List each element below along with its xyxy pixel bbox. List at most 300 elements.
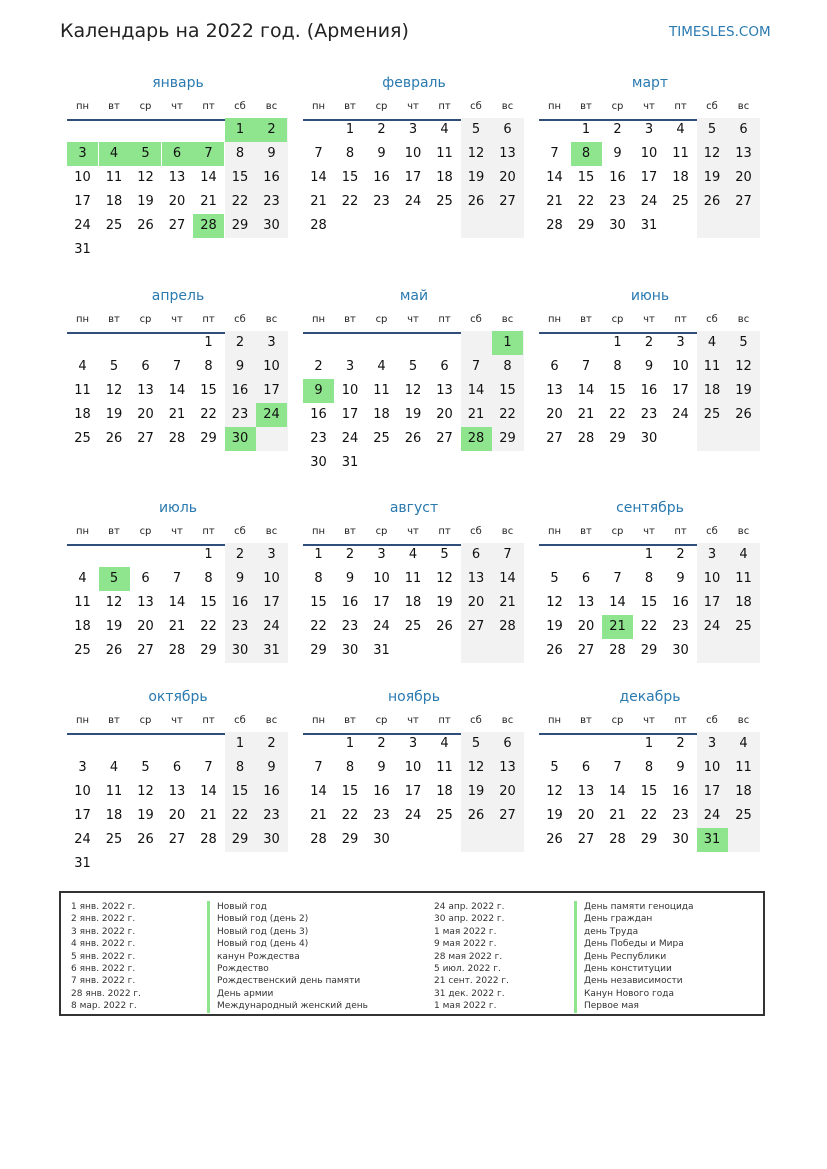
day-cell: 19 [546, 808, 563, 823]
day-cell: 7 [613, 571, 622, 586]
day-cell: 11 [74, 595, 91, 610]
day-cell: 22 [640, 808, 658, 823]
weekday-header [67, 314, 289, 328]
weekday-label: пт [202, 101, 215, 112]
day-cell: 26 [467, 194, 485, 209]
day-cell: 8 [613, 359, 622, 374]
weekday-label: пн [547, 715, 562, 726]
weekday-label: чт [643, 715, 655, 726]
day-cell: 20 [577, 808, 595, 823]
day-cell: 3 [267, 547, 276, 562]
day-cell: 10 [263, 359, 280, 374]
holiday-day-cell: 24 [256, 403, 287, 427]
day-cell: 23 [341, 619, 359, 634]
day-cell: 28 [310, 832, 327, 847]
day-cell: 24 [74, 218, 91, 233]
day-cell: 31 [74, 856, 91, 871]
weekday-label: ср [375, 526, 388, 537]
day-cell: 20 [168, 194, 186, 209]
day-cell: 15 [231, 170, 249, 185]
weekday-label: пн [547, 101, 562, 112]
day-cell: 18 [74, 619, 91, 634]
day-cell: 28 [609, 643, 626, 658]
legend-date: 28 мая 2022 г. [434, 951, 503, 962]
weekday-label: пн [547, 526, 562, 537]
day-cell: 18 [105, 808, 123, 823]
month-name: ноябрь [388, 689, 440, 705]
day-cell: 26 [546, 643, 563, 658]
day-cell: 27 [499, 808, 516, 823]
day-cell: 24 [404, 808, 422, 823]
day-cell: 19 [137, 808, 154, 823]
weekday-header [303, 526, 525, 540]
weekday-label: сб [234, 314, 246, 325]
weekday-label: пн [311, 715, 326, 726]
day-cell: 1 [345, 736, 355, 751]
day-cell: 16 [672, 595, 689, 610]
day-cell: 26 [105, 643, 123, 658]
day-cell: 18 [436, 170, 453, 185]
day-cell: 15 [200, 383, 217, 398]
weekday-header [539, 101, 761, 115]
day-cell: 18 [373, 407, 390, 422]
day-cell: 15 [341, 170, 359, 185]
day-cell: 12 [404, 383, 422, 398]
day-cell: 25 [404, 619, 422, 634]
day-cell: 7 [314, 146, 323, 161]
day-cell: 12 [467, 760, 485, 775]
weekday-label: сб [234, 715, 246, 726]
day-cell: 23 [263, 808, 280, 823]
weekday-label: ср [611, 101, 624, 112]
day-cell: 14 [310, 784, 327, 799]
day-cell: 10 [672, 359, 689, 374]
day-cell: 29 [200, 643, 217, 658]
holiday-day-cell: 4 [99, 142, 130, 166]
day-cell: 23 [373, 194, 390, 209]
weekday-label: ср [375, 715, 388, 726]
day-cell: 23 [609, 194, 626, 209]
day-cell: 8 [503, 359, 512, 374]
day-cell: 6 [739, 122, 748, 137]
holiday-day-cell: 6 [162, 142, 193, 166]
day-cell: 25 [105, 218, 123, 233]
weekday-label: вт [108, 715, 120, 726]
weekday-label: сб [706, 715, 718, 726]
holiday-day-cell: 8 [571, 142, 602, 166]
day-cell: 25 [74, 431, 91, 446]
day-cell: 4 [440, 122, 449, 137]
day-cell: 6 [503, 122, 512, 137]
day-cell: 29 [640, 643, 658, 658]
day-cell: 21 [609, 808, 626, 823]
weekday-label: ср [611, 715, 624, 726]
legend-holiday-name: Новый год (день 4) [207, 938, 368, 950]
day-cell: 1 [314, 547, 323, 562]
day-cell: 17 [672, 383, 689, 398]
day-cell: 7 [613, 760, 622, 775]
day-cell: 19 [703, 170, 721, 185]
day-cell: 2 [676, 736, 685, 751]
weekday-label: сб [470, 526, 482, 537]
day-cell: 22 [640, 619, 658, 634]
day-cell: 30 [263, 832, 280, 847]
day-cell: 3 [267, 335, 276, 350]
day-cell: 22 [341, 808, 359, 823]
weekday-label: пт [202, 715, 215, 726]
day-cell: 18 [105, 194, 123, 209]
weekday-label: пн [75, 715, 90, 726]
day-cell: 9 [267, 760, 276, 775]
day-cell: 18 [703, 383, 721, 398]
day-cell: 30 [263, 218, 280, 233]
day-cell: 5 [109, 359, 119, 374]
day-cell: 29 [577, 218, 595, 233]
weekday-label: пн [311, 101, 326, 112]
day-cell: 5 [471, 122, 481, 137]
day-cell: 10 [74, 784, 91, 799]
day-cell: 2 [676, 547, 685, 562]
day-cell: 21 [200, 808, 217, 823]
day-cell: 10 [703, 571, 721, 586]
day-cell: 28 [200, 832, 217, 847]
day-cell: 14 [546, 170, 563, 185]
day-cell: 8 [644, 571, 654, 586]
day-cell: 28 [310, 218, 327, 233]
day-cell: 19 [105, 407, 123, 422]
day-cell: 14 [609, 595, 626, 610]
day-cell: 17 [373, 595, 390, 610]
day-cell: 8 [235, 760, 245, 775]
holiday-day-cell: 9 [303, 379, 334, 403]
day-cell: 30 [672, 832, 689, 847]
day-cell: 11 [373, 383, 390, 398]
site-link[interactable]: TIMESLES.COM [669, 24, 771, 40]
day-cell: 1 [204, 547, 213, 562]
day-cell: 16 [341, 595, 359, 610]
day-cell: 1 [644, 736, 654, 751]
weekday-label: пт [438, 715, 451, 726]
day-cell: 29 [609, 431, 626, 446]
holiday-day-cell: 2 [256, 118, 287, 142]
day-cell: 17 [703, 784, 721, 799]
day-cell: 22 [200, 407, 217, 422]
day-cell: 20 [137, 407, 154, 422]
day-cell: 17 [703, 595, 721, 610]
legend-holiday-name: День армии [207, 988, 368, 1000]
weekday-label: чт [171, 101, 183, 112]
weekday-label: пт [438, 314, 451, 325]
holiday-day-cell: 3 [67, 142, 98, 166]
month-name: август [389, 500, 439, 516]
day-cell: 23 [231, 619, 249, 634]
day-cell: 5 [471, 736, 481, 751]
weekday-label: пн [75, 314, 90, 325]
day-cell: 19 [467, 170, 485, 185]
day-cell: 23 [310, 431, 327, 446]
weekday-label: ср [139, 526, 152, 537]
day-cell: 5 [408, 359, 418, 374]
day-cell: 4 [676, 122, 685, 137]
weekday-label: сб [706, 314, 718, 325]
day-cell: 2 [345, 547, 355, 562]
legend-date: 9 мая 2022 г. [434, 939, 497, 950]
weekday-header [303, 715, 525, 729]
weekday-label: пт [674, 314, 687, 325]
day-cell: 2 [314, 359, 323, 374]
day-cell: 3 [78, 760, 87, 775]
day-cell: 8 [345, 760, 355, 775]
weekday-label: вс [501, 101, 514, 112]
weekday-label: вт [108, 526, 120, 537]
day-cell: 23 [263, 194, 280, 209]
day-cell: 27 [436, 431, 453, 446]
day-cell: 6 [440, 359, 449, 374]
month-name: февраль [382, 75, 446, 91]
day-cell: 29 [499, 431, 516, 446]
day-cell: 2 [267, 736, 276, 751]
day-cell: 24 [341, 431, 359, 446]
weekday-header [303, 314, 525, 328]
day-cell: 15 [609, 383, 626, 398]
day-cell: 19 [436, 595, 453, 610]
day-cell: 3 [644, 122, 654, 137]
day-cell: 18 [74, 407, 91, 422]
legend-date: 5 янв. 2022 г. [71, 951, 136, 962]
day-cell: 10 [341, 383, 359, 398]
day-cell: 26 [546, 832, 563, 847]
day-cell: 16 [231, 595, 249, 610]
day-cell: 2 [613, 122, 622, 137]
day-cell: 9 [267, 146, 276, 161]
day-cell: 6 [581, 760, 591, 775]
day-cell: 27 [467, 619, 485, 634]
day-cell: 18 [436, 784, 453, 799]
day-cell: 8 [235, 146, 245, 161]
day-cell: 9 [235, 359, 245, 374]
legend-holiday-name: Рождество [207, 963, 368, 975]
day-cell: 13 [168, 170, 186, 185]
weekday-label: пн [311, 526, 326, 537]
day-cell: 21 [499, 595, 516, 610]
day-cell: 19 [467, 784, 485, 799]
day-cell: 20 [577, 619, 595, 634]
day-cell: 17 [404, 170, 422, 185]
day-cell: 7 [581, 359, 591, 374]
day-cell: 26 [436, 619, 453, 634]
day-cell: 9 [235, 571, 245, 586]
legend-dates-column [434, 901, 509, 1013]
legend-holiday-name: День конституции [574, 963, 694, 975]
legend-date: 1 мая 2022 г. [434, 1001, 497, 1012]
weekday-label: сб [470, 314, 482, 325]
day-cell: 21 [168, 407, 186, 422]
day-cell: 14 [168, 383, 186, 398]
weekday-label: вс [265, 314, 278, 325]
day-cell: 31 [263, 643, 280, 658]
day-cell: 23 [231, 407, 249, 422]
weekday-label: вс [501, 526, 514, 537]
page-title: Календарь на 2022 год. (Армения) [60, 20, 409, 42]
weekday-label: сб [234, 101, 246, 112]
day-cell: 16 [231, 383, 249, 398]
weekday-label: чт [407, 314, 419, 325]
day-cell: 25 [373, 431, 390, 446]
day-cell: 14 [168, 595, 186, 610]
day-cell: 11 [436, 760, 453, 775]
day-cell: 7 [172, 359, 182, 374]
legend-date: 21 сент. 2022 г. [434, 976, 510, 987]
day-cell: 9 [676, 571, 685, 586]
weekday-label: чт [643, 314, 655, 325]
legend-holiday-name: Новый год (день 2) [207, 913, 368, 925]
day-cell: 11 [735, 571, 752, 586]
legend-date: 28 янв. 2022 г. [71, 988, 141, 999]
day-cell: 12 [137, 170, 154, 185]
day-cell: 6 [581, 571, 591, 586]
weekday-label: вт [108, 101, 120, 112]
day-cell: 17 [263, 383, 280, 398]
month-name: май [399, 288, 429, 304]
weekday-label: вс [737, 715, 750, 726]
day-cell: 8 [644, 760, 654, 775]
legend-date: 31 дек. 2022 г. [434, 988, 505, 999]
day-cell: 5 [739, 335, 748, 350]
month-name: сентябрь [616, 500, 684, 516]
day-cell: 7 [314, 760, 323, 775]
day-cell: 11 [105, 784, 123, 799]
month-name: март [631, 75, 669, 91]
day-cell: 17 [263, 595, 280, 610]
day-cell: 4 [109, 760, 119, 775]
day-cell: 15 [341, 784, 359, 799]
weekday-header [303, 101, 525, 115]
day-cell: 6 [550, 359, 559, 374]
holiday-day-cell: 30 [225, 427, 256, 451]
day-cell: 24 [703, 619, 721, 634]
day-cell: 6 [141, 571, 150, 586]
day-cell: 27 [546, 431, 563, 446]
day-cell: 29 [231, 832, 249, 847]
day-cell: 4 [739, 547, 748, 562]
legend-date: 30 апр. 2022 г. [434, 914, 505, 925]
day-cell: 17 [74, 808, 91, 823]
day-cell: 5 [550, 760, 559, 775]
day-cell: 8 [314, 571, 323, 586]
weekday-label: ср [375, 101, 388, 112]
legend-date: 7 янв. 2022 г. [71, 976, 136, 987]
weekday-label: чт [643, 526, 655, 537]
legend-holiday-name: Международный женский день [207, 1000, 368, 1012]
day-cell: 28 [499, 619, 516, 634]
weekday-header [67, 715, 289, 729]
weekday-label: чт [407, 101, 419, 112]
day-cell: 6 [503, 736, 512, 751]
holiday-legend [59, 891, 765, 1016]
day-cell: 14 [609, 784, 626, 799]
weekday-label: вт [580, 101, 592, 112]
day-cell: 11 [404, 571, 422, 586]
weekday-label: вс [737, 101, 750, 112]
day-cell: 5 [550, 571, 559, 586]
weekday-label: сб [470, 715, 482, 726]
day-cell: 2 [235, 547, 245, 562]
legend-date: 24 апр. 2022 г. [434, 902, 505, 912]
legend-date: 3 янв. 2022 г. [71, 926, 136, 937]
weekday-label: чт [407, 715, 419, 726]
day-cell: 27 [137, 431, 154, 446]
day-cell: 24 [404, 194, 422, 209]
day-cell: 17 [74, 194, 91, 209]
weekday-label: чт [171, 526, 183, 537]
legend-holiday-name: День Победы и Мира [574, 938, 694, 950]
weekday-label: пн [547, 314, 562, 325]
day-cell: 23 [640, 407, 658, 422]
weekday-label: чт [171, 715, 183, 726]
day-cell: 24 [672, 407, 689, 422]
weekday-label: вт [580, 715, 592, 726]
day-cell: 23 [672, 619, 689, 634]
day-cell: 18 [735, 784, 752, 799]
day-cell: 21 [467, 407, 485, 422]
weekday-label: ср [139, 101, 152, 112]
day-cell: 12 [137, 784, 154, 799]
day-cell: 24 [263, 619, 280, 634]
day-cell: 8 [204, 359, 213, 374]
weekday-label: ср [611, 314, 624, 325]
weekday-label: пн [311, 314, 326, 325]
day-cell: 3 [345, 359, 355, 374]
weekday-label: вс [501, 715, 514, 726]
weekday-label: чт [643, 101, 655, 112]
day-cell: 14 [499, 571, 516, 586]
weekday-label: вс [737, 314, 750, 325]
holiday-day-cell: 28 [461, 427, 492, 451]
weekday-label: сб [706, 526, 718, 537]
month-name: январь [152, 75, 204, 91]
weekday-label: вт [108, 314, 120, 325]
legend-holiday-name: день Труда [574, 926, 694, 938]
weekday-label: пн [75, 101, 90, 112]
day-cell: 30 [672, 643, 689, 658]
day-cell: 8 [204, 571, 213, 586]
day-cell: 28 [168, 431, 186, 446]
weekday-label: пт [438, 101, 451, 112]
day-cell: 4 [739, 736, 748, 751]
day-cell: 26 [404, 431, 422, 446]
day-cell: 22 [577, 194, 595, 209]
day-cell: 1 [235, 736, 245, 751]
day-cell: 4 [78, 571, 87, 586]
day-cell: 4 [78, 359, 87, 374]
day-cell: 16 [373, 784, 390, 799]
legend-holiday-name: День памяти геноцида [574, 901, 694, 913]
day-cell: 21 [310, 194, 327, 209]
day-cell: 24 [703, 808, 721, 823]
day-cell: 1 [204, 335, 213, 350]
day-cell: 4 [377, 359, 386, 374]
day-cell: 22 [231, 194, 249, 209]
day-cell: 29 [231, 218, 249, 233]
day-cell: 27 [137, 643, 154, 658]
day-cell: 25 [436, 808, 453, 823]
day-cell: 7 [172, 571, 182, 586]
day-cell: 21 [310, 808, 327, 823]
day-cell: 15 [200, 595, 217, 610]
day-cell: 7 [204, 760, 213, 775]
day-cell: 25 [735, 808, 752, 823]
day-cell: 30 [373, 832, 390, 847]
